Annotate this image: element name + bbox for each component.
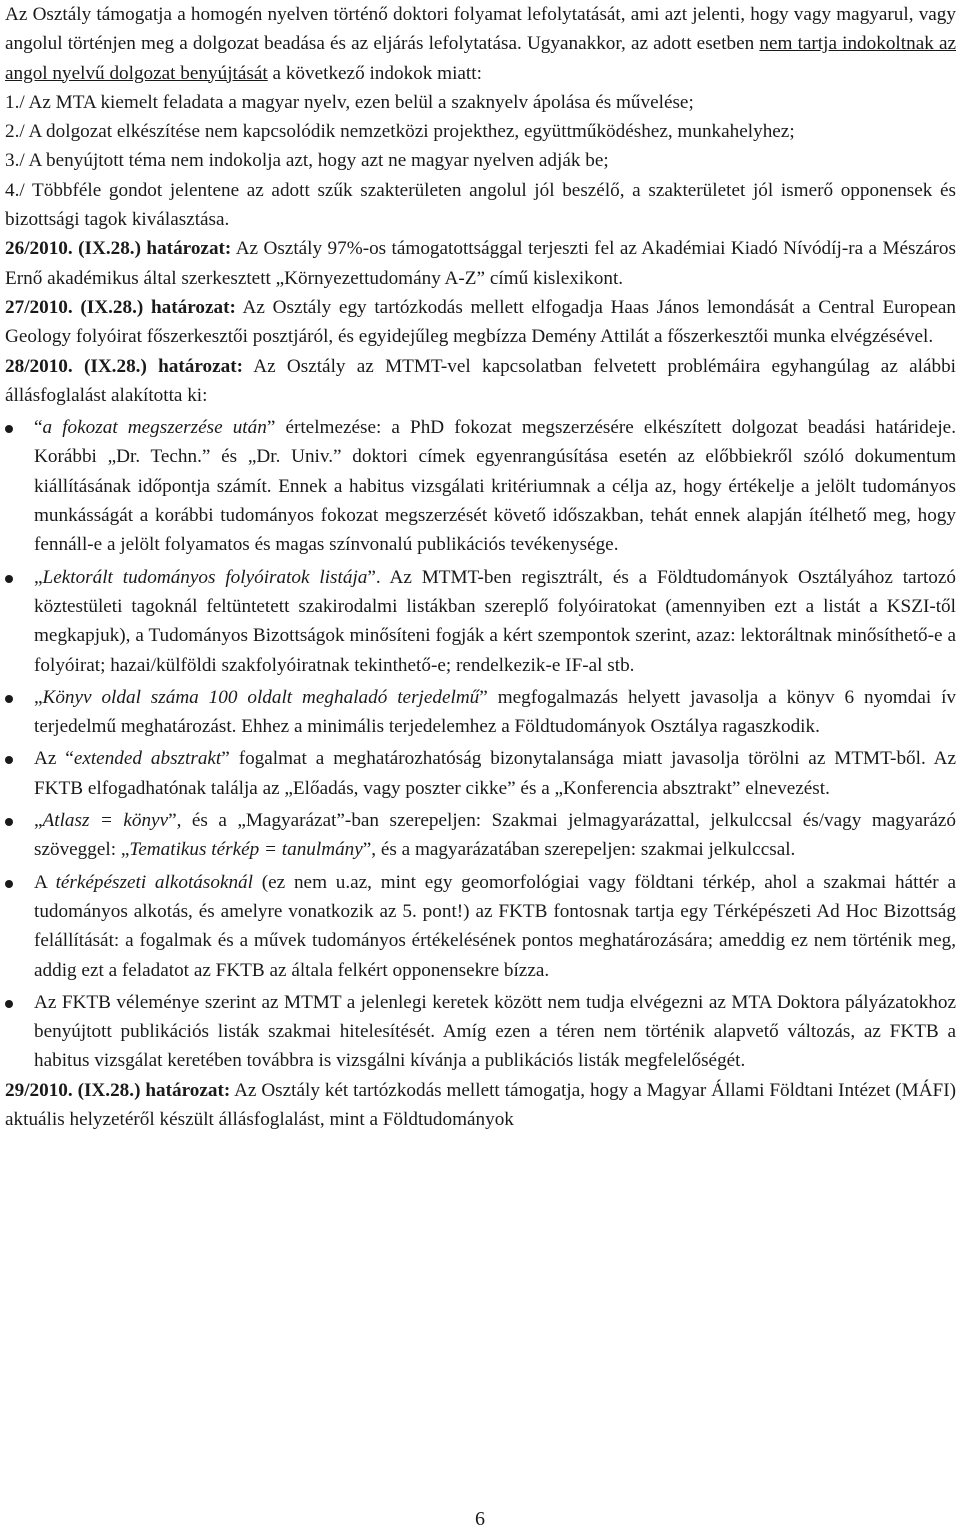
bullet-icon <box>5 880 13 888</box>
bullet-1-post: ” értelmezése: a PhD fokozat megszerzésére elkészített dolgozat beadási határideje. Korábbi „Dr. Techn.” és „Dr. Univ.” doktori címek egyenrangúsítása esetén az előbbiekről szóló dokumentum kiállításának időpontja számít. Ennek a habitus vizsgálati kritériumnak a célja az, hogy értékelje a jelölt tudományos munkásságát a korábbi tudományos fokozat megszerzését követő időszakban, tehát ennek alapján ítélhető meg, hogy fennáll-e a jelölt folyamatos és magas színvonalú publikációs tevékenysége. <box>34 417 956 556</box>
intro-text-2: a következő indokok miatt: <box>267 62 482 84</box>
bullet-icon <box>5 756 13 764</box>
decision-27-text: Az Osztály egy tartózkodás mellett elfogadja Haas János lemondását a Central European Geology folyóirat főszerkesztői posztjáról, és egyidejűleg megbízza Demény Attilát a főszerkesztői munka elvégzésével. <box>5 296 956 348</box>
bullet-6-italic: térképészeti alkotásoknál <box>55 871 253 893</box>
bullet-2-italic: Lektorált tudományos folyóiratok listája <box>42 566 368 588</box>
bullet-icon <box>5 575 13 583</box>
decision-26 <box>5 234 956 293</box>
bullet-1-pre: “ <box>34 417 43 439</box>
bullet-5-italic: Atlasz = könyv <box>42 810 169 832</box>
bullet-5-pre: „ <box>34 810 43 832</box>
bullet-4-post: ” fogalmat a meghatározhatóság bizonytalansága miatt javasolja törölni az MTMT-ből. Az FKTB elfogadhatónak találja az „Előadás, vagy poszter cikke” és a „Konferencia absztrakt” elnevezést. <box>34 748 956 799</box>
bullet-icon <box>5 1000 13 1008</box>
list-item <box>5 806 956 865</box>
intro-underlined-text: nem tartja indokoltnak az angol nyelvű dolgozat benyújtását <box>5 33 956 84</box>
list-item <box>5 868 956 985</box>
list-item <box>5 744 956 803</box>
bullet-3-italic: Könyv oldal száma 100 oldalt meghaladó terjedelmű <box>42 686 480 708</box>
bullet-5-post-2: ”, és a magyarázatában szerepeljen: szakmai jelkulccsal. <box>362 839 796 861</box>
decision-28 <box>5 352 956 411</box>
decision-26-id: 26/2010. (IX.28.) határozat: <box>5 238 232 260</box>
bullet-3-post: ” megfogalmazás helyett javasolja a könyv 6 nyomdai ív terjedelmű meghatározást. Ehhez a minimális terjedelemhez a Földtudományok Osztálya ragaszkodik. <box>34 686 956 738</box>
document-page <box>5 0 956 1134</box>
bullet-2-post: ”. Az MTMT-ben regisztrált, és a Földtudományok Osztályához tartozó köztestületi tagoknál feltüntetett szakirodalmi listákban szereplő folyóiratokat (amennyiben ezt a listát a KSZI-től megkapjuk), a Tudományos Bizottságok minősíteni fogják a kért szempontok szerint, azaz: lektoráltnak minősíthető-e a folyóirat; hazai/külföldi szakfolyóiratnak tekinthető-e; rendelkezik-e IF-al stb. <box>34 566 956 676</box>
reason-4: 4./ Többféle gondot jelentene az adott szűk szakterületen angolul jól beszélő, a szakterületet jól ismerő opponensek és bizottsági tagok kiválasztása. <box>5 179 956 231</box>
decision-29-text: Az Osztály két tartózkodás mellett támogatja, hogy a Magyar Állami Földtani Intézet (MÁFI) aktuális helyzetéről készült állásfoglalást, mint a Földtudományok <box>5 1079 956 1130</box>
bullet-4-italic: extended absztrakt <box>73 748 222 770</box>
intro-text-1: Az Osztály támogatja a homogén nyelven történő doktori folyamat lefolytatását, ami azt jelenti, hogy vagy magyarul, vagy angolul történjen meg a dolgozat beadása és az eljárás lefolytatása. Ugyanakkor, az adott esetben <box>5 4 956 55</box>
decision-29 <box>5 1076 956 1135</box>
decision-28-text: Az Osztály az MTMT-vel kapcsolatban felvetett problémáira egyhangúlag az alábbi állásfoglalást alakította ki: <box>5 355 956 406</box>
list-item <box>5 988 956 1076</box>
bullet-5-italic-2: Tematikus térkép = tanulmány <box>129 839 363 861</box>
bullet-1-italic: a fokozat megszerzése után <box>42 417 267 439</box>
bullet-icon <box>5 425 13 433</box>
list-item <box>5 563 956 680</box>
reason-2: 2./ A dolgozat elkészítése nem kapcsolódik nemzetközi projekthez, együttműködéshez, munkahelyhez; <box>5 121 795 143</box>
bullet-6-pre: A <box>34 871 56 893</box>
bullet-icon <box>5 818 13 826</box>
bullet-7-text: Az FKTB véleménye szerint az MTMT a jelenlegi keretek között nem tudja elvégezni az MTA Doktora pályázatokhoz benyújtott publikációs listák szakmai hitelesítését. Amíg ezen a téren nem történik alapvető változás, az FKTB a habitus vizsgálat keretében továbbra is vizsgálni kívánja a publikációs listák megfelelőségét. <box>34 991 956 1072</box>
bullet-4-pre: Az “ <box>34 748 74 770</box>
decision-29-id: 29/2010. (IX.28.) határozat: <box>5 1079 231 1101</box>
decision-27-id: 27/2010. (IX.28.) határozat: <box>5 296 236 318</box>
intro-paragraph <box>5 0 956 88</box>
decision-26-text: Az Osztály 97%-os támogatottsággal terjeszti fel az Akadémiai Kiadó Nívódíj-ra a Mészáros Ernő akadémikus által szerkesztett „Környezettudomány A-Z” című kislexikont. <box>5 238 956 289</box>
reason-3: 3./ A benyújtott téma nem indokolja azt, hogy azt ne magyar nyelven adják be; <box>5 150 609 172</box>
list-item <box>5 683 956 742</box>
bullet-5-post: ”, és a „Magyarázat”-ban szerepeljen: Szakmai jelmagyarázattal, jelkulccsal és/vagy magyarázó szöveggel: „ <box>34 810 956 861</box>
bullet-6-post: (ez nem u.az, mint egy geomorfológiai vagy földtani térkép, ahol a szakmai háttér a tudományos alkotás, és amelyre vonatkozik az 5. pont!) az FKTB fontosnak tartja egy Térképészeti Ad Hoc Bizottság felállítását: a fogalmak és a művek tudományos értékelésének pontos meghatározására; ameddig ez nem történik meg, addig ezt a feladatot az FKTB az általa felkért opponensekre bízza. <box>34 871 956 981</box>
bullet-icon <box>5 695 13 703</box>
decision-27 <box>5 293 956 352</box>
bullet-3-pre: „ <box>34 686 43 708</box>
bullet-2-pre: „ <box>34 566 43 588</box>
reason-1: 1./ Az MTA kiemelt feladata a magyar nyelv, ezen belül a szaknyelv ápolása és művelése; <box>5 91 694 113</box>
page-number: 6 <box>475 1508 485 1530</box>
list-item <box>5 413 956 559</box>
decision-28-bullet-list <box>5 413 956 1076</box>
decision-28-id: 28/2010. (IX.28.) határozat: <box>5 355 244 377</box>
